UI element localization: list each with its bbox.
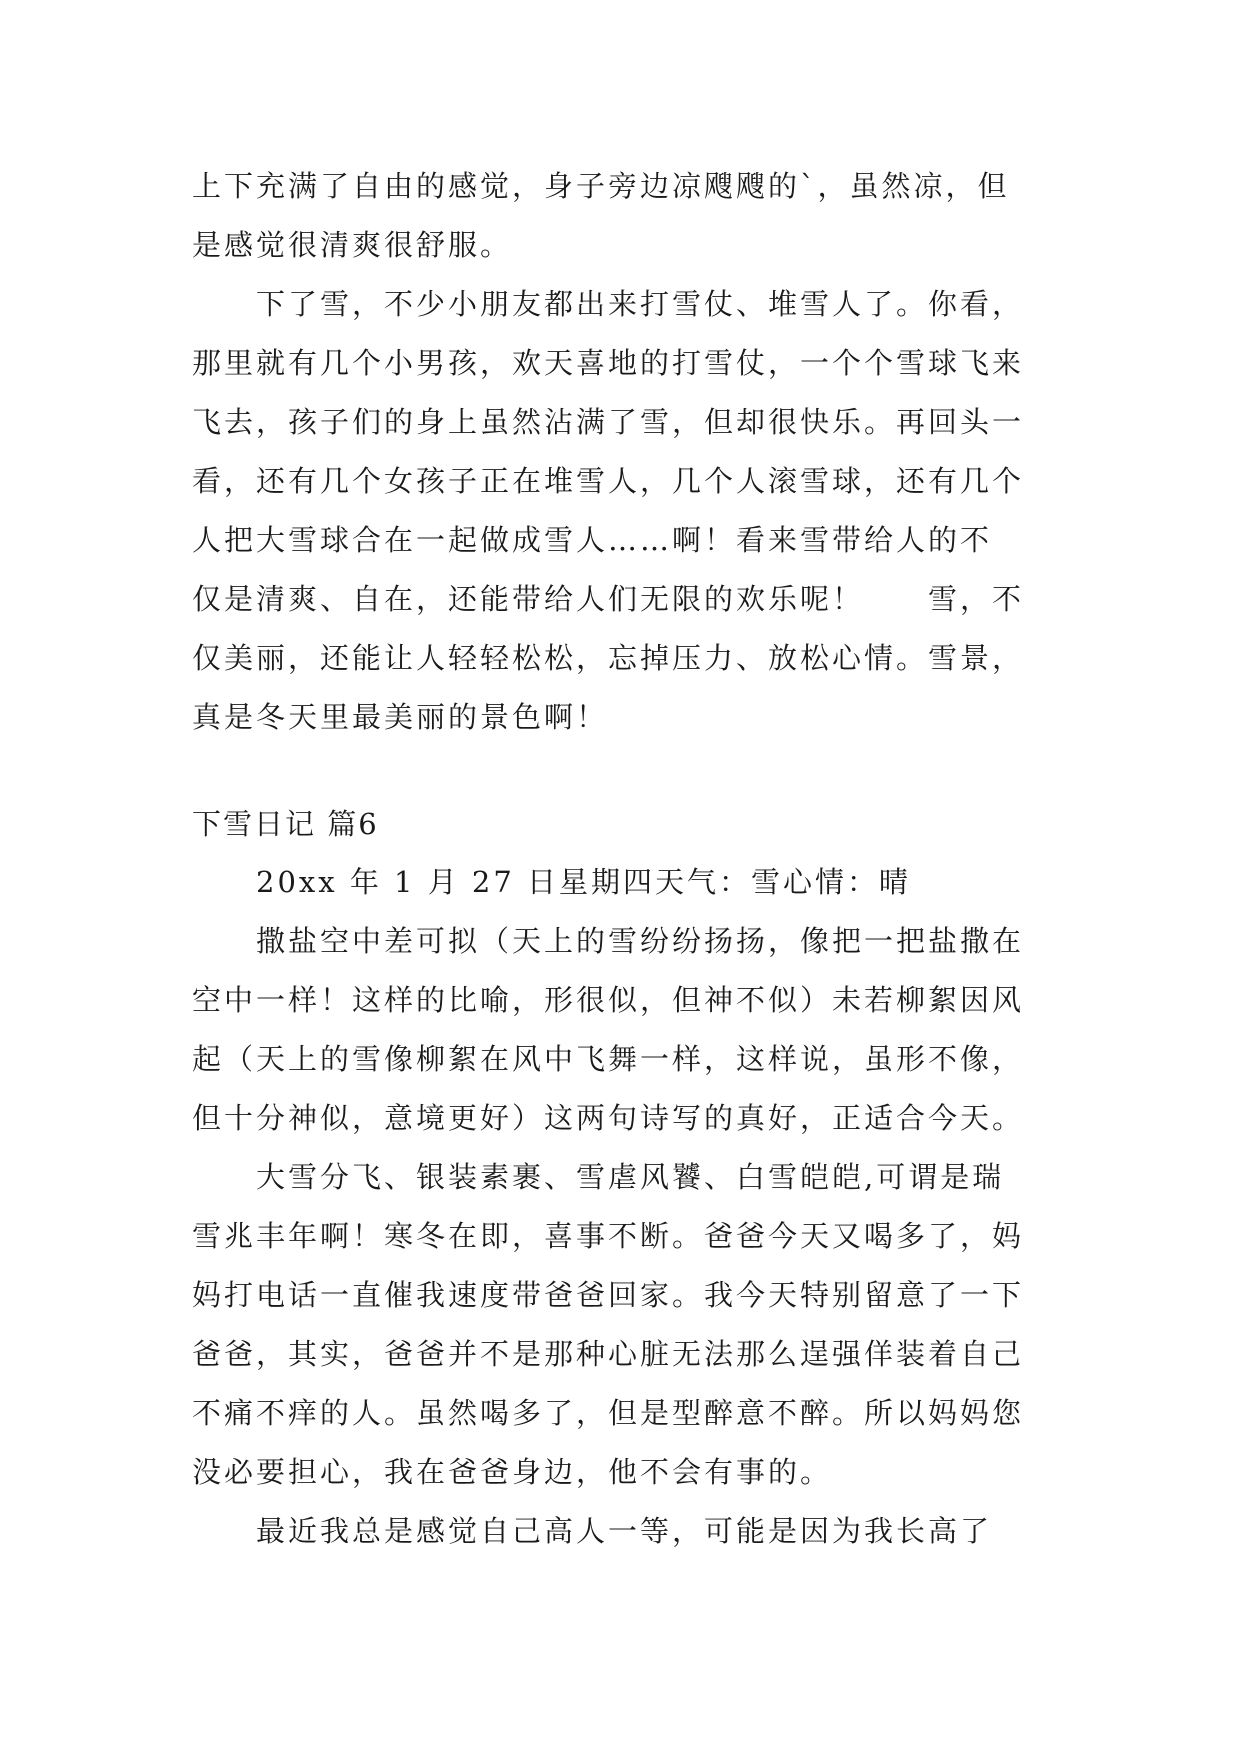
text-line: 空中一样！这样的比喻，形很似，但神不似）未若柳絮因风 <box>192 983 1025 1017</box>
text-line: 但十分神似，意境更好）这两句诗写的真好，正适合今天。 <box>192 1101 1025 1135</box>
text-line: 上下充满了自由的感觉，身子旁边凉飕飕的`，虽然凉，但 <box>192 169 1010 203</box>
text-line: 起（天上的雪像柳絮在风中飞舞一样，这样说，虽形不像， <box>192 1042 1025 1076</box>
paragraph-start-line: 下了雪，不少小朋友都出来打雪仗、堆雪人了。你看， <box>256 287 1025 321</box>
text-line: 不痛不痒的人。虽然喝多了，但是型醉意不醉。所以妈妈您 <box>192 1396 1025 1430</box>
text-line: 人把大雪球合在一起做成雪人……啊！看来雪带给人的不 <box>192 523 993 557</box>
text-line: 雪兆丰年啊！寒冬在即，喜事不断。爸爸今天又喝多了，妈 <box>192 1219 1025 1253</box>
text-line: 是感觉很清爽很舒服。 <box>192 228 513 262</box>
text-line: 真是冬天里最美丽的景色啊！ <box>192 700 609 734</box>
text-line: 仅是清爽、自在，还能带给人们无限的欢乐呢！ 雪，不 <box>192 582 1025 616</box>
text-line: 爸爸，其实，爸爸并不是那种心脏无法那么逞强佯装着自己 <box>192 1337 1025 1371</box>
text-line: 没必要担心，我在爸爸身边，他不会有事的。 <box>192 1455 833 1489</box>
paragraph-start-line: 最近我总是感觉自己高人一等，可能是因为我长高了 <box>256 1514 993 1548</box>
section-heading: 下雪日记 篇6 <box>192 807 379 841</box>
paragraph-start-line: 大雪分飞、银装素裹、雪虐风饕、白雪皑皑,可谓是瑞 <box>256 1160 1005 1194</box>
text-line: 看，还有几个女孩子正在堆雪人，几个人滚雪球，还有几个 <box>192 464 1025 498</box>
text-line: 妈打电话一直催我速度带爸爸回家。我今天特别留意了一下 <box>192 1278 1025 1312</box>
text-line: 仅美丽，还能让人轻轻松松，忘掉压力、放松心情。雪景， <box>192 641 1025 675</box>
text-line: 那里就有几个小男孩，欢天喜地的打雪仗，一个个雪球飞来 <box>192 346 1025 380</box>
paragraph-start-line: 撒盐空中差可拟（天上的雪纷纷扬扬，像把一把盐撒在 <box>256 924 1025 958</box>
date-weather-line: 20xx 年 1 月 27 日星期四天气：雪心情：晴 <box>256 865 912 899</box>
text-line: 飞去，孩子们的身上虽然沾满了雪，但却很快乐。再回头一 <box>192 405 1025 439</box>
